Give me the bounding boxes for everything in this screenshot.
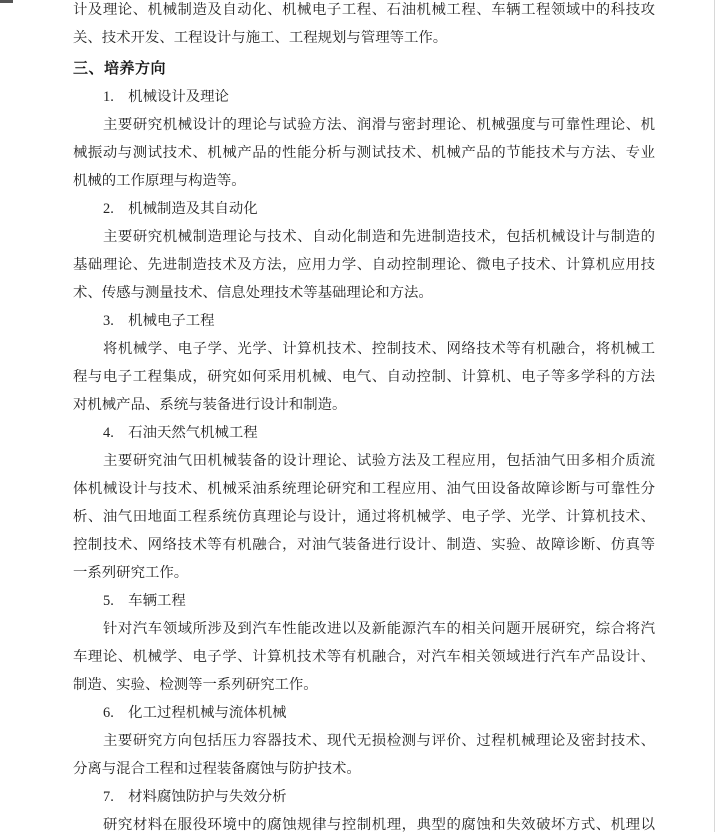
paragraph-line: 基础理论、先进制造技术及方法，应用力学、自动控制理论、微电子技术、计算机应用技 bbox=[73, 257, 655, 273]
paragraph-line: 析、油气田地面工程系统仿真理论与设计，通过将机械学、电子学、光学、计算机技术、 bbox=[73, 509, 655, 525]
paragraph-line: 对机械产品、系统与装备进行设计和制造。 bbox=[73, 397, 347, 413]
page-right-edge bbox=[714, 0, 715, 832]
paragraph-line: 程与电子工程集成，研究如何采用机械、电气、自动控制、计算机、电子等多学科的方法 bbox=[73, 369, 655, 385]
paragraph-line: 制造、实验、检测等一系列研究工作。 bbox=[73, 677, 318, 693]
subsection-heading-3: 3. 机械电子工程 bbox=[103, 313, 215, 329]
subsection-heading-7: 7. 材料腐蚀防护与失效分析 bbox=[103, 789, 287, 805]
paragraph-line: 体机械设计与技术、机械采油系统理论研究和工程应用、油气田设备故障诊断与可靠性分 bbox=[73, 481, 655, 497]
scan-artifact bbox=[0, 0, 13, 3]
paragraph-line: 研究材料在服役环境中的腐蚀规律与控制机理，典型的腐蚀和失效破坏方式、机理以 bbox=[103, 817, 655, 832]
paragraph-line: 主要研究机械制造理论与技术、自动化制造和先进制造技术，包括机械设计与制造的 bbox=[103, 229, 655, 245]
paragraph-line: 针对汽车领域所涉及到汽车性能改进以及新能源汽车的相关问题开展研究，综合将汽 bbox=[103, 621, 655, 637]
paragraph-line: 主要研究方向包括压力容器技术、现代无损检测与评价、过程机械理论及密封技术、 bbox=[103, 733, 655, 749]
paragraph-line: 计及理论、机械制造及自动化、机械电子工程、石油机械工程、车辆工程领域中的科技攻 bbox=[73, 2, 655, 18]
document-content bbox=[73, 0, 655, 832]
paragraph-line: 术、传感与测量技术、信息处理技术等基础理论和方法。 bbox=[73, 285, 433, 301]
paragraph-line: 械振动与测试技术、机械产品的性能分析与测试技术、机械产品的节能技术与方法、专业 bbox=[73, 145, 655, 161]
subsection-heading-2: 2. 机械制造及其自动化 bbox=[103, 201, 258, 217]
subsection-heading-5: 5. 车辆工程 bbox=[103, 593, 186, 609]
paragraph-line: 分离与混合工程和过程装备腐蚀与防护技术。 bbox=[73, 761, 361, 777]
paragraph-line: 机械的工作原理与构造等。 bbox=[73, 173, 246, 189]
paragraph-line: 车理论、机械学、电子学、计算机技术等有机融合，对汽车相关领域进行汽车产品设计、 bbox=[73, 649, 655, 665]
subsection-heading-1: 1. 机械设计及理论 bbox=[103, 89, 229, 105]
paragraph-line: 主要研究机械设计的理论与试验方法、润滑与密封理论、机械强度与可靠性理论、机 bbox=[103, 117, 655, 133]
paragraph-line: 关、技术开发、工程设计与施工、工程规划与管理等工作。 bbox=[73, 30, 448, 46]
paragraph-line: 主要研究油气田机械装备的设计理论、试验方法及工程应用，包括油气田多相介质流 bbox=[103, 453, 655, 469]
text-flow bbox=[73, 0, 655, 832]
section-heading-training-directions: 三、培养方向 bbox=[73, 60, 167, 77]
paragraph-line: 将机械学、电子学、光学、计算机技术、控制技术、网络技术等有机融合，将机械工 bbox=[103, 341, 655, 357]
subsection-heading-6: 6. 化工过程机械与流体机械 bbox=[103, 705, 287, 721]
subsection-heading-4: 4. 石油天然气机械工程 bbox=[103, 425, 258, 441]
paragraph-line: 控制技术、网络技术等有机融合，对油气装备进行设计、制造、实验、故障诊断、仿真等 bbox=[73, 537, 655, 553]
paragraph-line: 一系列研究工作。 bbox=[73, 565, 189, 581]
